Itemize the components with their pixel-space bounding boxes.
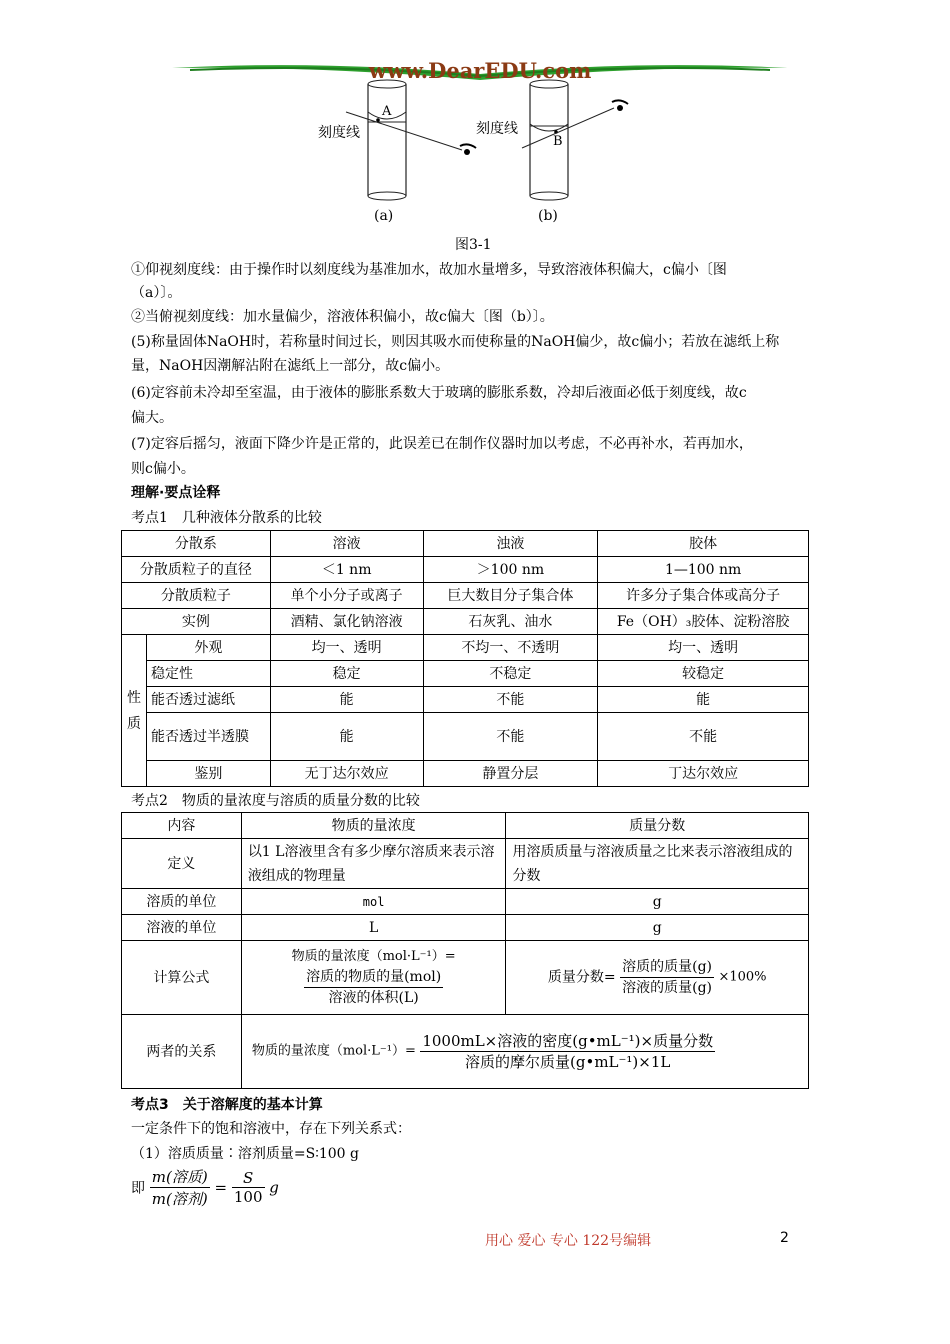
table-cell: 外观 <box>146 635 270 661</box>
formula-concentration <box>241 941 506 1015</box>
table-cell: 能否透过半透膜 <box>146 713 270 761</box>
table-cell: 能否透过滤纸 <box>146 687 270 713</box>
formula-fraction <box>620 957 714 998</box>
table-cell: 均一、透明 <box>270 635 423 661</box>
equals-sign: = <box>214 1178 228 1197</box>
formula-mass-fraction <box>506 941 809 1015</box>
paragraph-line: ②当俯视刻度线：加水量偏少，溶液体积偏小，故c偏大〔图（b）〕。 <box>131 309 554 325</box>
formula-fraction <box>420 1031 715 1072</box>
table-cell: 稳定性 <box>146 661 270 687</box>
fraction-numerator: S <box>232 1169 265 1188</box>
table-cell: 稳定 <box>270 661 423 687</box>
table-header: 分散系 <box>122 531 271 557</box>
formula-prefix: 物质的量浓度（mol·L⁻¹）= <box>251 1043 416 1059</box>
table-cell: 不稳定 <box>423 661 598 687</box>
subfigure-a-label: (a) <box>374 208 394 224</box>
fraction-numerator: 溶质的质量(g) <box>620 957 714 978</box>
paragraph-line: 量，NaOH因潮解沾附在滤纸上一部分，故c偏小。 <box>131 358 450 374</box>
subfigure-b-label: (b) <box>538 208 558 224</box>
table-cell: 分散质粒子 <box>122 583 271 609</box>
footer-text: 用心 爱心 专心 122号编辑 <box>485 1233 652 1249</box>
group-label-cell <box>122 635 147 787</box>
fraction-denominator: 溶质的摩尔质量(g•mL⁻¹)×1L <box>465 1053 671 1071</box>
table-cell: 静置分层 <box>423 761 598 787</box>
table-cell: 能 <box>270 687 423 713</box>
figure-label-right: 刻度线 <box>476 121 518 137</box>
table-cell: 丁达尔效应 <box>598 761 809 787</box>
table-cell: 1—100 nm <box>598 557 809 583</box>
paragraph-line: 则c偏小。 <box>131 461 195 477</box>
formula-fraction <box>304 967 443 1008</box>
paragraph-line: (7)定容后摇匀，液面下降少许是正常的，此误差已在制作仪器时加以考虑，不必再补水，若再加水， <box>131 436 753 452</box>
table-cell: 能 <box>270 713 423 761</box>
table-header: 浊液 <box>423 531 598 557</box>
table-cell: 分散质粒子的直径 <box>122 557 271 583</box>
solubility-formula <box>131 1166 279 1209</box>
table-cell: 以1 L溶液里含有多少摩尔溶质来表示溶液组成的物理量 <box>241 839 506 889</box>
fraction-denominator: 100 <box>233 1188 263 1206</box>
paragraph-line: （a）〕。 <box>131 285 182 301</box>
table-cell: 计算公式 <box>122 941 242 1015</box>
table-cell: 不能 <box>423 713 598 761</box>
table-cell: ＞100 nm <box>423 557 598 583</box>
table-cell: 溶质的单位 <box>122 889 242 915</box>
table-cell: 溶液的单位 <box>122 915 242 941</box>
table-cell: 实例 <box>122 609 271 635</box>
relation-formula <box>241 1015 808 1089</box>
table-header: 物质的量浓度 <box>241 813 506 839</box>
unit-g: g <box>269 1178 279 1197</box>
paragraph-line: (5)称量固体NaOH时，若称量时间过长，则因其吸水而使称量的NaOH偏少，故c偏小；若放在滤纸上称 <box>131 334 780 350</box>
point-b-label: B <box>553 134 563 149</box>
table-header: 内容 <box>122 813 242 839</box>
fraction-numerator: m(溶质) <box>151 1168 208 1186</box>
formula-fraction <box>232 1169 265 1206</box>
table-cell: g <box>506 915 809 941</box>
table-cell: 鉴别 <box>146 761 270 787</box>
table-cell: g <box>506 889 809 915</box>
formula-prefix: 质量分数= <box>547 969 616 986</box>
table-cell: mol <box>241 889 506 915</box>
formula-suffix: ×100% <box>718 969 767 985</box>
table-cell: 不能 <box>423 687 598 713</box>
paragraph-line: ①仰视刻度线：由于操作时以刻度线为基准加水，故加水量增多，导致溶液体积偏大，c偏小〔图 <box>131 262 727 278</box>
figure-3-1 <box>310 78 650 228</box>
fraction-numerator: 溶质的物质的量(mol) <box>304 967 443 988</box>
table-cell: 石灰乳、油水 <box>423 609 598 635</box>
table-cell: 定义 <box>122 839 242 889</box>
fraction-denominator: m(溶剂) <box>151 1190 208 1208</box>
formula-prefix: 物质的量浓度（mol·L⁻¹）= <box>291 949 456 964</box>
table-cell: 许多分子集合体或高分子 <box>598 583 809 609</box>
fraction-denominator: 溶液的体积(L) <box>328 990 419 1006</box>
table-cell: 能 <box>598 687 809 713</box>
paragraph-line: 一定条件下的饱和溶液中，存在下列关系式： <box>131 1121 411 1137</box>
table-cell: 不均一、不透明 <box>423 635 598 661</box>
table-cell: 酒精、氯化钠溶液 <box>270 609 423 635</box>
table-cell: 无丁达尔效应 <box>270 761 423 787</box>
dispersion-comparison-table <box>121 530 809 787</box>
group-label: 性质 <box>126 689 141 732</box>
table-cell: 两者的关系 <box>122 1015 242 1089</box>
paragraph-line: （1）溶质质量∶溶剂质量=S∶100 g <box>131 1146 360 1162</box>
table-header: 胶体 <box>598 531 809 557</box>
paragraph-line: (6)定容前未冷却至室温，由于液体的膨胀系数大于玻璃的膨胀系数，冷却后液面必低于刻度线，故c <box>131 385 747 401</box>
figure-label-left: 刻度线 <box>318 125 360 141</box>
table-cell: Fe（OH）₃胶体、淀粉溶胶 <box>598 609 809 635</box>
table-cell: 均一、透明 <box>598 635 809 661</box>
kd3-title: 考点3 关于溶解度的基本计算 <box>131 1097 323 1113</box>
table-cell: 用溶质质量与溶液质量之比来表示溶液组成的分数 <box>506 839 809 889</box>
paragraph-line: 偏大。 <box>131 410 173 426</box>
formula-fraction <box>150 1166 210 1209</box>
section-title: 理解·要点诠释 <box>131 485 221 501</box>
page-number: 2 <box>780 1230 789 1246</box>
table-cell: 不能 <box>598 713 809 761</box>
figure-caption: 图3-1 <box>455 237 492 253</box>
table-cell: L <box>241 915 506 941</box>
table-cell: 较稳定 <box>598 661 809 687</box>
table-header: 溶液 <box>270 531 423 557</box>
logo-text: www.DearEDU.com <box>368 58 592 83</box>
fraction-denominator: 溶液的质量(g) <box>622 980 712 996</box>
table-header: 质量分数 <box>506 813 809 839</box>
kd1-title: 考点1 几种液体分散系的比较 <box>131 510 322 526</box>
fraction-numerator: 1000mL×溶液的密度(g•mL⁻¹)×质量分数 <box>422 1032 714 1050</box>
table-cell: 单个小分子或离子 <box>270 583 423 609</box>
kd2-title: 考点2 物质的量浓度与溶质的质量分数的比较 <box>131 793 420 809</box>
table-cell: 巨大数目分子集合体 <box>423 583 598 609</box>
point-a-label: A <box>382 104 392 119</box>
meniscus-diagram <box>310 78 650 228</box>
formula-ji: 即 <box>131 1180 145 1197</box>
table-cell: ＜1 nm <box>270 557 423 583</box>
concentration-comparison-table <box>121 812 809 1089</box>
